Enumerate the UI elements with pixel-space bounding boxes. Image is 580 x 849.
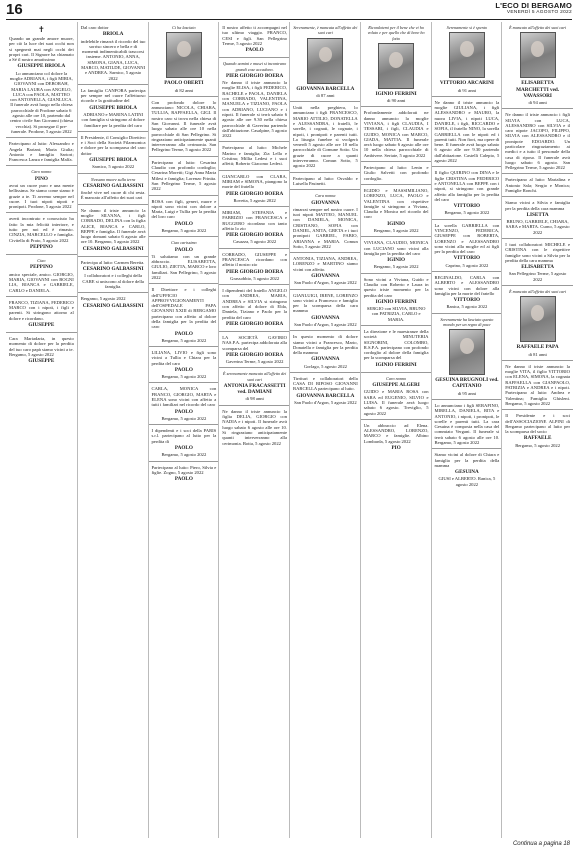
- entry-text: Il figlio QUIRINO con DINA e le figlie CRISTINA con FEDERICO e ANTONELLA con BEPPE con i nipoti, si stringono con grande affetto alla famiglia per la perdita del caro: [434, 170, 500, 202]
- page-number: 16: [6, 1, 23, 18]
- entry-text: I dipendenti e i soci della PARIS s.r.l. partecipano al lutto per la perdita di: [151, 428, 217, 444]
- entry-detail: di 81 anni: [528, 351, 547, 357]
- deceased-name: GESUINA BRUGNOLI ved. CAPITANIO: [435, 377, 499, 390]
- deceased-name: CESARINO GALBASSINI: [82, 302, 144, 309]
- entry-detail: Caprino, 5 agosto 2022: [445, 262, 489, 268]
- entry-text: EGIDIO e MASSIMILIANO, LORENZO, LUCA, PAOLO e VALENTINA con rispettive famiglie si stringono a Viviana, Claudia e Monica nel ricordo del caro: [363, 187, 429, 220]
- entry-text: Il Direttore e i colleghi dell'UFFICIO APPROVVIGIONAMENTI dell'OSPEDALE PAPA GIOVANNI XXIII di BERGAMO partecipano con affetto al dolore della famiglia per la perdita del caro: [151, 287, 217, 330]
- column-1: [6, 22, 77, 838]
- entry-text: La sorella GABRIELLA con VINCENZO, FEDERICA, GIUSEPPE con ROBERTA, LORENZO e ALESSANDRO sono vicini alla moglie ed ai figli per la perdita del caro: [434, 222, 500, 255]
- entry-intro: È serenamente mancato all'affetto dei suoi cari: [222, 371, 287, 382]
- newspaper-name: L'ECO DI BERGAMO: [495, 1, 572, 10]
- obituary-entry: [219, 249, 290, 285]
- deceased-name: GIUSEPPE ALGERI: [372, 382, 420, 389]
- obituary-entry: [361, 185, 432, 237]
- entry-text: Partecipano al lutto: Osvaldo e Luisella Pasinetti.: [293, 175, 358, 186]
- deceased-name: GIOVANNA: [311, 356, 340, 363]
- entry-text: Partecipano al lutto: Michele Marino e famiglia; Zia Lella e Cristina; Millia Ledesi e i suoi affetti; Roberto Giacomo Ledesi.: [222, 145, 287, 167]
- obituary-entry: [361, 274, 432, 326]
- entry-text: averti incontrato e conosciuto ha fatto la mia felicità interiore, e tutto per noi ed è rimasto. CINZIA, MARCELLO e famiglia. Civitella di Prato, 5 agosto 2022: [9, 216, 74, 243]
- deceased-name: IGINIO: [387, 220, 406, 227]
- entry-detail: Bergamo, 5 agosto 2022: [161, 374, 207, 380]
- deceased-name: PAOLO OBERTI: [164, 80, 204, 87]
- deceased-name: PIER GIORGIO BOERA: [225, 351, 284, 358]
- obituary-entry: [290, 331, 361, 373]
- deceased-name: GIUSEPPE: [28, 358, 55, 365]
- obituary-entry: [290, 373, 361, 408]
- obituary-entry: [219, 58, 290, 142]
- obituary-entry: [149, 196, 220, 238]
- entry-text: Siamo vicini al dolore di Chiara e famiglia per la perdita della mamma: [434, 452, 500, 468]
- deceased-name: LISETTA: [526, 211, 549, 218]
- obituary-entry: [149, 97, 220, 157]
- obituary-entry: [361, 237, 432, 273]
- entry-detail: Gaverina Terme, 5 agosto 2022: [225, 359, 284, 365]
- cross-icon: ✝: [38, 25, 45, 34]
- entry-text: VIVIANA, CLAUDIO, MONICA con LUCIANO sono vicini alla famiglia per la perdita del caro: [363, 240, 429, 256]
- entry-text: Partecipa al lutto: Carmen Beretta.: [80, 259, 145, 265]
- entry-text: Uniti nella preghiera, lo annunciano i figli FRANCESCO, MARIO ATTILIO, DONATELLA e ALESSANDRA, i fratelli, le sorelle, i cognati, le cognate, i nipoti, i pronipoti e parenti tutti. La liturgia funebre si svolgerà venerdì 5 agosto alle ore 10 nella parrocchiale di Comune Sotto. Un grazie di cuore a quanti interverranno. Comun Sotto, 5 agosto 2022: [293, 105, 358, 169]
- obituary-entry: [6, 297, 77, 333]
- entry-detail: Bergamo, 5 agosto 2022: [444, 210, 490, 216]
- obituary-entry: [6, 333, 77, 368]
- deceased-name: PIER GIORGIO BOERA: [225, 268, 284, 275]
- entry-text: La famiglia CANFORA partecipa per sempre nel cuore l'affettuoso ricordo e la gratitudine del: [80, 87, 146, 104]
- obituary-entry: [361, 162, 432, 185]
- obituary-entry: [502, 197, 573, 239]
- obituary-entry: [361, 326, 432, 373]
- deceased-name: IGINIO: [387, 257, 406, 264]
- deceased-name: GIOVANNA BARCELLA: [296, 392, 355, 399]
- entry-detail: indelebile rimarrà il ricordo del tuo sorriso sincero e bella e di momenti indimenticabili trascorsi insieme. ANTONIO, ANNA, SIMONA, GIANA, LUCA, MARCO, MATILDE, GIOVANNI e ANDREA. Sarnico, 5 agosto 2022: [80, 38, 146, 81]
- entry-text: Cara Mariadaria, in questo momento di dolore per la perdita del tuo caro papà siamo vicini a te. Bergamo, 5 agosto 2022: [9, 336, 74, 358]
- entry-detail: di 98 anni: [245, 396, 264, 402]
- obituary-entry: [78, 85, 149, 132]
- deceased-name: CESARINO GALBASSINI: [82, 266, 144, 273]
- deceased-name: GIOVANNA BARCELLA: [296, 85, 355, 92]
- entry-detail: Bergamo, 5 agosto 2022: [373, 227, 419, 233]
- entry-text: Con profondo dolore lo annunciano: NICOLA, CHIARA, TULLIA, RAFFAELLA, GIGI. Il nostro caro si trova nella chiesa di San Giovanni. Il funerale avrà luogo sabato alle ore 10 nella parrocchiale di San Pellegrino. Si ringraziano anticipatamente quanti interverranno alla cerimonia. San Pellegrino Terme, 5 agosto 2022: [151, 99, 217, 153]
- deceased-name: VITTORIO: [453, 255, 481, 262]
- obituary-entry: [290, 102, 361, 173]
- entry-text: MIRIAM, STEFANIA e FABRIZIO con FRANCESCA e RUGGERO ricordano con tanto affetto lo zio: [222, 210, 287, 231]
- obituary-entry: [149, 22, 220, 97]
- obituary-entry: [361, 373, 432, 420]
- portrait-photo: [449, 32, 485, 78]
- entry-intro: È mancato all'affetto dei suoi cari: [509, 25, 567, 30]
- entry-intro: È mancato all'affetto dei suoi cari: [509, 289, 567, 295]
- deceased-name: BRIOLA: [102, 31, 124, 38]
- entry-detail: di 91 anni: [457, 87, 477, 93]
- entry-detail: Casazza, 5 agosto 2022: [233, 239, 277, 245]
- entry-intro: Nessuno muore sulla terra: [90, 176, 136, 182]
- deceased-name: GESUINA: [455, 469, 479, 476]
- masthead: [495, 1, 572, 15]
- entry-detail: Bergamo, 5 agosto 2022: [161, 415, 207, 421]
- deceased-name: CESARINO GALBASSINI: [82, 182, 144, 189]
- deceased-name: PIER GIORGIO BOERA: [225, 232, 284, 239]
- obituary-entry: [432, 97, 503, 168]
- entry-detail: Bergamo, 5 agosto 2022: [373, 264, 419, 270]
- portrait-photo: [449, 329, 485, 375]
- entry-detail: Sarnico, 5 agosto 2022: [92, 164, 135, 170]
- entry-text: In questo momento di dolore siamo vicini a Francesco, Mario, Donatella e famiglia per la perdita della mamma: [293, 334, 358, 356]
- entry-intro: Quando uomini e musei si incontrano grandi cose accadono.: [223, 61, 287, 72]
- entry-intro: Serenamente si è spento: [446, 25, 487, 30]
- entry-text: Ti salutiamo con un grande abbraccio. ELISABETTA, GIULIO, ZIETTA, MARCO e loro familiari. San Pellegrino, 5 agosto 2022: [151, 253, 217, 280]
- obituary-entry: [502, 410, 573, 451]
- entry-text: Partecipano al lutto: Alessandro e Angela Bariani; Maria Giulia; Antonio e famiglia Sartori; Francesca Lanza e famiglia Malfa.: [9, 141, 74, 163]
- entry-text: Lo annunciano i figli SERAFINO, MIRELLA, DANIELA, RITA e ANTONIO, i nipoti, i pronipoti, le sorelle e parenti tutti. La cara Gesuina è composta nella casa del commiato Vergani. Il funerale si terrà sabato 6 agosto alle ore 10. Bergamo, 5 agosto 2022: [434, 402, 500, 445]
- obituary-entry: [361, 420, 432, 455]
- obituary-entry: [78, 174, 149, 205]
- entry-intro: Ciao: [37, 258, 46, 264]
- deceased-name: PAOLO: [245, 47, 264, 54]
- obituary-entry: [149, 347, 220, 383]
- entry-text: La direzione e le maestranze della società MINUTERIA SIGNORINI, COLOMBO, R.S.P.A. partecipano con profondo cordoglio al dolore della famiglia per la scomparsa del: [363, 328, 429, 361]
- entry-text: Partecipano al lutto: Marialina e Antonio Sala; Sergio e Monica; Famiglie Ronchi.: [505, 177, 570, 194]
- entry-text: Un abbraccio ad Elena. ALESSANDRO, LORENZO, MARCO e famiglie. Albino Lombarda, 5 agosto 2022: [363, 422, 429, 444]
- column-7: [431, 22, 503, 838]
- deceased-name: PAOLO: [174, 476, 193, 483]
- obituary-entry: [432, 400, 503, 449]
- entry-intro: Ricordatemi per il bene che vi ho voluto e per quello che di bene ho fatto: [367, 25, 425, 41]
- entry-detail: Ranica, 5 agosto 2022: [446, 304, 488, 310]
- entry-text: I dipendenti del fratello ANGELO con ANDREA, MARIA, ANDREA e SILVIA si stringono con affetto al dolore di Elda, Daniela, Tiziano e Paolo per la perdita del caro: [222, 288, 287, 320]
- deceased-name: GIOVANNA: [311, 273, 340, 280]
- entry-text: Bergamo, 5 agosto 2022: [80, 296, 126, 302]
- deceased-name: PIER GIORGIO BOERA: [225, 72, 284, 79]
- obituary-entry: [290, 290, 361, 332]
- obituary-entry: [432, 167, 503, 219]
- entry-text: LA SOCIETÀ GAVIRIO NAS.P.A. partecipa addolorata alla scomparsa del: [222, 335, 287, 351]
- obituary-entry: [219, 406, 290, 449]
- entry-detail: San Pellegrino Terme, 5 agosto 2022: [508, 271, 567, 282]
- deceased-name: PEPPINO: [29, 264, 53, 271]
- entry-detail: di 90 anni: [386, 98, 406, 104]
- entry-text: Ne danno il triste annuncio la moglie ELISA, i figli FEDERICO, RACHELE e PAOLA, DANIELA con CORRADO, VALENTINA, MANUELA e TIZIANO, PAOLA con ADRIANO, LUCIANO e i nipoti. Il funerale si terrà sabato 6 agosto alle ore 9.30 nella chiesa parrocchiale di Gaverina partendo dall'abitazione. Casalpine, 5 agosto 2022: [222, 80, 287, 139]
- obituary-entry: [219, 171, 290, 207]
- entry-text: I tuoi collaboratori MICHELE e CRISTINA con le rispettive famiglie sono vicini a Silvia per la perdita della cara mamma: [505, 242, 570, 263]
- obituary-entry: [149, 425, 220, 461]
- entry-text: Partecipano al lutto: Cesarina Claudio con profondo cordoglio; Cesarina Moretti; Gigi Anna Maria Milesi e famiglia; Lorenzo Frinita. San Pellegrino Terme, 5 agosto 2022: [151, 159, 217, 192]
- issue-date: VENERDÌ 5 AGOSTO 2022: [506, 10, 572, 15]
- portrait-photo: [378, 43, 414, 89]
- obituary-entry: [78, 293, 149, 313]
- obituary-entry: [290, 173, 361, 191]
- entry-intro: Serenamente, è mancata all'affetto dei suoi cari: [293, 25, 358, 36]
- deceased-name: GIOVANNA: [311, 314, 340, 321]
- deceased-name: IGINIO FERRINI: [375, 361, 417, 368]
- entry-text: Il Presidente e i soci dell'ASSOCIAZIONE ALPINI di Bergamo partecipano al lutto per la scomparsa del socio: [505, 413, 570, 435]
- obituary-entry: [502, 174, 573, 197]
- obituary-entry: [6, 22, 77, 138]
- column-4: [218, 22, 290, 838]
- entry-text: finché vive nel cuore di chi resta. È mancato all'affetto dei suoi cari: [80, 190, 146, 201]
- entry-text: FRANCO, TIZIANA, FEDERICO MARCO con i nipoti, i figli e parenti. Si stringono attorno al dolore e ricordano.: [9, 299, 74, 321]
- entry-detail: di 95 anni: [457, 390, 477, 396]
- entry-detail: di 82 anni: [174, 87, 194, 93]
- entry-text: Il Presidente, il Consiglio Direttivo e i Soci della Società Filarmonica e dolore per la scomparsa del caro dottor: [80, 134, 146, 156]
- obituary-entry: [432, 314, 503, 400]
- entry-text: ROSA con figli, generi, nuore e nipoti sono vicini con dolore a Maria, Luigi e Tullia per la perdita del loro caro: [151, 198, 217, 220]
- entry-text: Sono vicini a Viviana, Guido e Claudia con Roberto e Laura in questo triste momento per la perdita del caro: [363, 276, 429, 298]
- portrait-photo: [520, 296, 556, 342]
- deceased-name: PINO: [34, 175, 48, 182]
- obituary-entry: [290, 253, 361, 289]
- entry-intro: Ciao carissimo: [171, 240, 197, 246]
- entry-detail: SERGIO con SILVIA, BRUNO con PATRIZIA, CARLO e MARIA.: [366, 306, 426, 322]
- obituary-entry: [78, 257, 149, 293]
- obituary-entry: [78, 22, 149, 85]
- deceased-name: PAOLO: [174, 408, 193, 415]
- obituary-entry: [361, 107, 432, 162]
- entry-text: ANTONIA, TIZIANA, ANDREA, LORENZO e MARTINO siamo vicini con affetto.: [293, 256, 358, 272]
- deceased-name: PAOLO: [174, 366, 193, 373]
- obituary-entry: [219, 142, 290, 170]
- column-6: [360, 22, 432, 838]
- entry-text: avrai un cuore puro e una mente bellissima. Se siamo come siamo è grazie a te. Ti avremo sempre nel cuore. I tuoi nipoti nipoti e pronipoti. Prodone, 5 agosto 2022: [9, 182, 74, 210]
- entry-text: GIANLUIGI, IRENE, LORENZO sono vicini a Francesco e famiglia per la scomparsa della cara mamma: [293, 292, 358, 314]
- deceased-name: GIUSEPPE: [28, 321, 55, 328]
- entry-detail: Rovetta, 5 agosto 2022: [233, 197, 276, 203]
- deceased-name: ELISABETTA: [521, 264, 555, 271]
- entry-detail: San Paolo d'Argon, 5 agosto 2022: [294, 399, 357, 405]
- deceased-name: PAOLO: [174, 246, 193, 253]
- deceased-name: IGINIO FERRINI: [375, 90, 417, 97]
- entry-detail: Bergamo, 5 agosto 2022: [515, 442, 561, 448]
- entry-detail: Bergamo, 5 agosto 2022: [161, 227, 207, 233]
- obituary-entry: [219, 22, 290, 58]
- entry-detail: San Paolo d'Argon, 5 agosto 2022: [294, 280, 357, 286]
- entry-text: Partecipano al lutto: Lenin e Giulio Salvetti con profondo cordoglio.: [363, 165, 429, 181]
- entry-text: Tirrituri e collaboratori della CASA DI RIPOSO GIOVANNI BARCELLA partecipano al lutto.: [293, 375, 358, 392]
- deceased-name: PAOLO: [174, 330, 193, 337]
- entry-text: LILIANA, LIVIO e figli sono vicini a Tullia e Chiara per la perdita del caro: [151, 350, 217, 366]
- portrait-photo: [307, 38, 343, 84]
- deceased-name: ANTONIA FRACASSETTI ved. DAMIANI: [223, 383, 286, 396]
- deceased-name: ELISABETTA MARCHETTI ved. VAVASSORI: [516, 80, 560, 99]
- portrait-photo: [520, 32, 556, 78]
- obituary-entry: [6, 255, 77, 297]
- entry-text: Partecipano al lutto: Piero, Silvia e figlie. Zogno, 5 agosto 2022: [151, 464, 217, 475]
- entry-text: Il nostro affetto ti accompagni nel tuo ultimo viaggio. FRANCO, CESI e figli. San Pellegrino Terme, 5 agosto 2022: [222, 25, 287, 46]
- obituary-entry: [290, 190, 361, 253]
- obituary-entry: [502, 22, 573, 109]
- obituary-entry: [149, 237, 220, 284]
- obituary-entry: [219, 207, 290, 249]
- column-3: [148, 22, 220, 838]
- deceased-name: PAOLO: [174, 220, 193, 227]
- obituary-entry: [6, 213, 77, 255]
- deceased-name: VITTORIO: [453, 203, 481, 210]
- obituary-entry: [6, 138, 77, 166]
- entry-text: CARLA, MONICA con FRANCO, GIORGIO, MARTA e ELENA sono vicini con affetto a tutti i familiari nel ricordo del caro: [151, 386, 217, 408]
- entry-detail: ADRIANO e MARINA LATINI con famiglia si stringono al dolore familiare per la perdita del caro: [81, 111, 145, 128]
- portrait-photo: [166, 32, 202, 78]
- entry-text: Ne danno il triste annuncio la moglie GIULIANA, i figli ALESSANDRO e MAURO, la nuora LIVIA, i nipoti LUCA, DANIELE, i figli, RICCARDO e SOFIA, il fratello NINO, la sorella GABRIELLA con le nipoti ed i parenti tutti. Non fiori, ma opere di bene. Il funerale avrà luogo sabato 6 agosto alle ore 9.30 partendo dall'abitazione. Castelli Calepio, 5 agosto 2022: [434, 99, 500, 164]
- entry-text: Siamo vicini a Silvia e famiglia per la perdita della cara mamma: [505, 200, 570, 211]
- deceased-name: PEPPINO: [29, 243, 53, 250]
- entry-intro: Caro nonno: [386, 375, 407, 381]
- obituary-entry: [6, 166, 77, 213]
- entry-text: Ne danno il triste annuncio i figli SILVIA con LUCA, ALESSANDRO con SILVIA e il caro nipote JACOPO, FILIPPO, SILVIA con ALESSANDRO e il pronipote EDOARDO. Un particolare ringraziamento ai medici e a tutto il personale della casa di riposo. Il funerale avrà luogo sabato 6 agosto. San Pellegrino Terme, 5 agosto 2022: [505, 112, 570, 171]
- deceased-name: GIUSEPPE BRIOLA: [89, 104, 137, 111]
- deceased-name: IGINIO FERRINI: [375, 298, 417, 305]
- obituary-entry: [149, 383, 220, 425]
- entry-intro: Caro nonno: [31, 169, 52, 175]
- entry-text: Dal caro dottor: [80, 25, 109, 30]
- entry-detail: Grassobbio, 5 agosto 2022: [230, 275, 280, 281]
- obituary-entry: [149, 284, 220, 347]
- entry-text: Ne danno il triste annuncio la figlia DELIA, GIORGIO con NADIA e i nipoti. Il funerale avrà luogo sabato 6 agosto alle ore 10. Si ringraziano anticipatamente quanti interverranno alla cerimonia. Botta, 5 agosto 2022: [222, 408, 287, 446]
- obituary-entry: [290, 22, 361, 102]
- deceased-name: VITTORIO ARCARINI: [439, 80, 494, 87]
- obituary-entry: [219, 332, 290, 368]
- entry-text: Quando un grande amore muore, per ciò la luce dei suoi occhi non si spegnerà mai negli occhi dei propri cari. Il Signore ha chiamato a Sé il nostro amatissimo: [9, 36, 74, 63]
- obituary-entry: [502, 286, 573, 361]
- entry-detail: San Paolo d'Argon, 5 agosto 2022: [294, 321, 357, 327]
- deceased-name: PIO: [391, 445, 401, 452]
- entry-intro: Cara nonna: [315, 193, 336, 199]
- deceased-name: RAFFAELE: [523, 435, 552, 442]
- entry-detail: di 94 anni: [528, 99, 547, 105]
- entry-text: Ne danno il triste annuncio la moglie VITA, il figlio VITTORIO con ELENA, SIMONA, la cognata RAFFAELLA con GIANPAOLO, PATRIZIA e ANDREA e i nipoti. Partecipano al lutto: Andrea e Valentina; Famiglia Ghisleni. Bergamo, 5 agosto 2022: [505, 363, 570, 406]
- obituary-entry: [78, 132, 149, 174]
- obituary-entry: [502, 239, 573, 286]
- deceased-name: RAFFAELE PAPA: [516, 344, 559, 351]
- entry-intro: Serenamente ha lasciato questo mondo per un regno di pace: [440, 316, 494, 327]
- page-header: [0, 0, 580, 18]
- obituary-entry: [149, 462, 220, 487]
- entry-text: CORRADO, GIUSEPPE e FRANCESCA ricordano con affetto il nostro zio: [222, 251, 287, 268]
- entry-text: Profondamente addolorati ne danno annuncio la moglie VIVIANA, i figli CLAUDIA, I TESSARI, i figli, CLAUDIA e GUIDO, MONICA con MARCO, GIADA, MATTIA. Il funerale avrà luogo sabato 6 agosto alle ore 10 nella chiesa parrocchiale di Ambivere. Seriate, 5 agosto 2022: [363, 110, 429, 158]
- column-2: [77, 22, 149, 838]
- deceased-name: GIUSEPPE BRIOLA: [89, 157, 137, 164]
- entry-text: GUIDO e MARIA ROSA con SARA ed EUGENIO, SILVIO e LUISA. Il funerale avrà luogo sabato 6 agosto. Treviglio, 5 agosto 2022: [363, 389, 429, 416]
- entry-detail: GIUSI e ALBERTO. Ranica, 5 agosto 2022: [438, 476, 496, 487]
- deceased-name: CESARINO GALBASSINI: [82, 245, 144, 252]
- obituary-entry: [432, 22, 503, 97]
- obituary-entry: [361, 22, 432, 107]
- column-5: [289, 22, 361, 838]
- obituary-entry: [219, 285, 290, 332]
- deceased-name: GIOVANNA: [311, 199, 340, 206]
- entry-detail: BRUNO, GABRIELE, CHIARA, SARA e MARTA. Curno, 5 agosto 2022: [505, 219, 570, 235]
- continue-note: Continua a pagina 18: [512, 841, 570, 847]
- entry-text: amico speciale, amico. GIORGIO, MARIA, GIOVANNI con BOGNI LIA, BIANCA e GABRIELE, CARLO e DANIELA.: [9, 271, 74, 293]
- obituary-entry: [432, 449, 503, 490]
- deceased-name: GIUSEPPE BRIOLA: [17, 63, 66, 70]
- deceased-name: VITTORIO: [453, 297, 481, 304]
- obituary-columns: [6, 22, 572, 838]
- deceased-name: PIER GIORGIO BOERA: [225, 320, 284, 327]
- entry-text: REGINALDO, CARLA con ALBERTO e ALESSANDRO sono vicini con dolore alla famiglia per la morte del fratello: [434, 274, 500, 296]
- entry-detail: Bergamo, 5 agosto 2022: [161, 452, 207, 458]
- entry-detail: I collaboratori e i colleghi della CARE si uniscono al dolore della famiglia.: [82, 273, 144, 290]
- deceased-name: PAOLO: [174, 445, 193, 452]
- entry-detail: di 87 anni: [316, 92, 335, 98]
- obituary-entry: [149, 157, 220, 196]
- entry-detail: Lo annunciano col dolore la moglie ADRIANA, i figli MIRIA, GIOVANNI con DEBORAH, MARIA LAURA con ANGELO, LUCA con PAOLA, MATTEO con ANTONELLA, GIANLUCA. Il funerale avrà luogo nella chiesa parrocchiale di Prodone sabato 6 agosto alle ore 10, partendo dal centro civile San Giovanni (chiesa vecchia). Si prosegue il pre-funerale. Prodone, 5 agosto 2022: [9, 70, 74, 134]
- obituary-entry: [219, 368, 290, 405]
- entry-detail: Gorlago, 5 agosto 2022: [303, 363, 347, 369]
- entry-text: Ne danno il triste annuncio la moglie SILVANA, i figli CORRADO, DELINA con la figlia ALICE, BIANCA e CARLO, BEPPE e famiglia. Il funerale avrà luogo domani sabato 6 agosto alle ore 10. Bergamo, 5 agosto 2022: [80, 207, 146, 245]
- entry-intro: Ci ha lasciato: [172, 25, 196, 30]
- entry-text: GIANCARLO con CLARA, MIRIAM e SIMONA, piangono la morte del fratello: [222, 173, 287, 190]
- header-rule: [6, 19, 572, 20]
- deceased-name: PIER GIORGIO BOERA: [225, 190, 284, 197]
- obituary-entry: [502, 109, 573, 174]
- column-8: [501, 22, 573, 838]
- entry-detail: Bergamo, 5 agosto 2022: [161, 337, 207, 343]
- obituary-entry: [502, 361, 573, 410]
- obituary-entry: [432, 220, 503, 272]
- obituary-entry: [78, 205, 149, 257]
- entry-text: rimarrai sempre nel nostro cuore. I tuoi nipoti MATTEO, MANUEL con DANIELA, MONICA, CRISTIANO, SOFIA con DANIEL, ANITA, GRETA e i tuoi pronipoti GABRIEL, FABIO, ARIANNA e MARIA. Comun Sotto, 5 agosto 2022: [293, 206, 358, 249]
- obituary-entry: [432, 272, 503, 314]
